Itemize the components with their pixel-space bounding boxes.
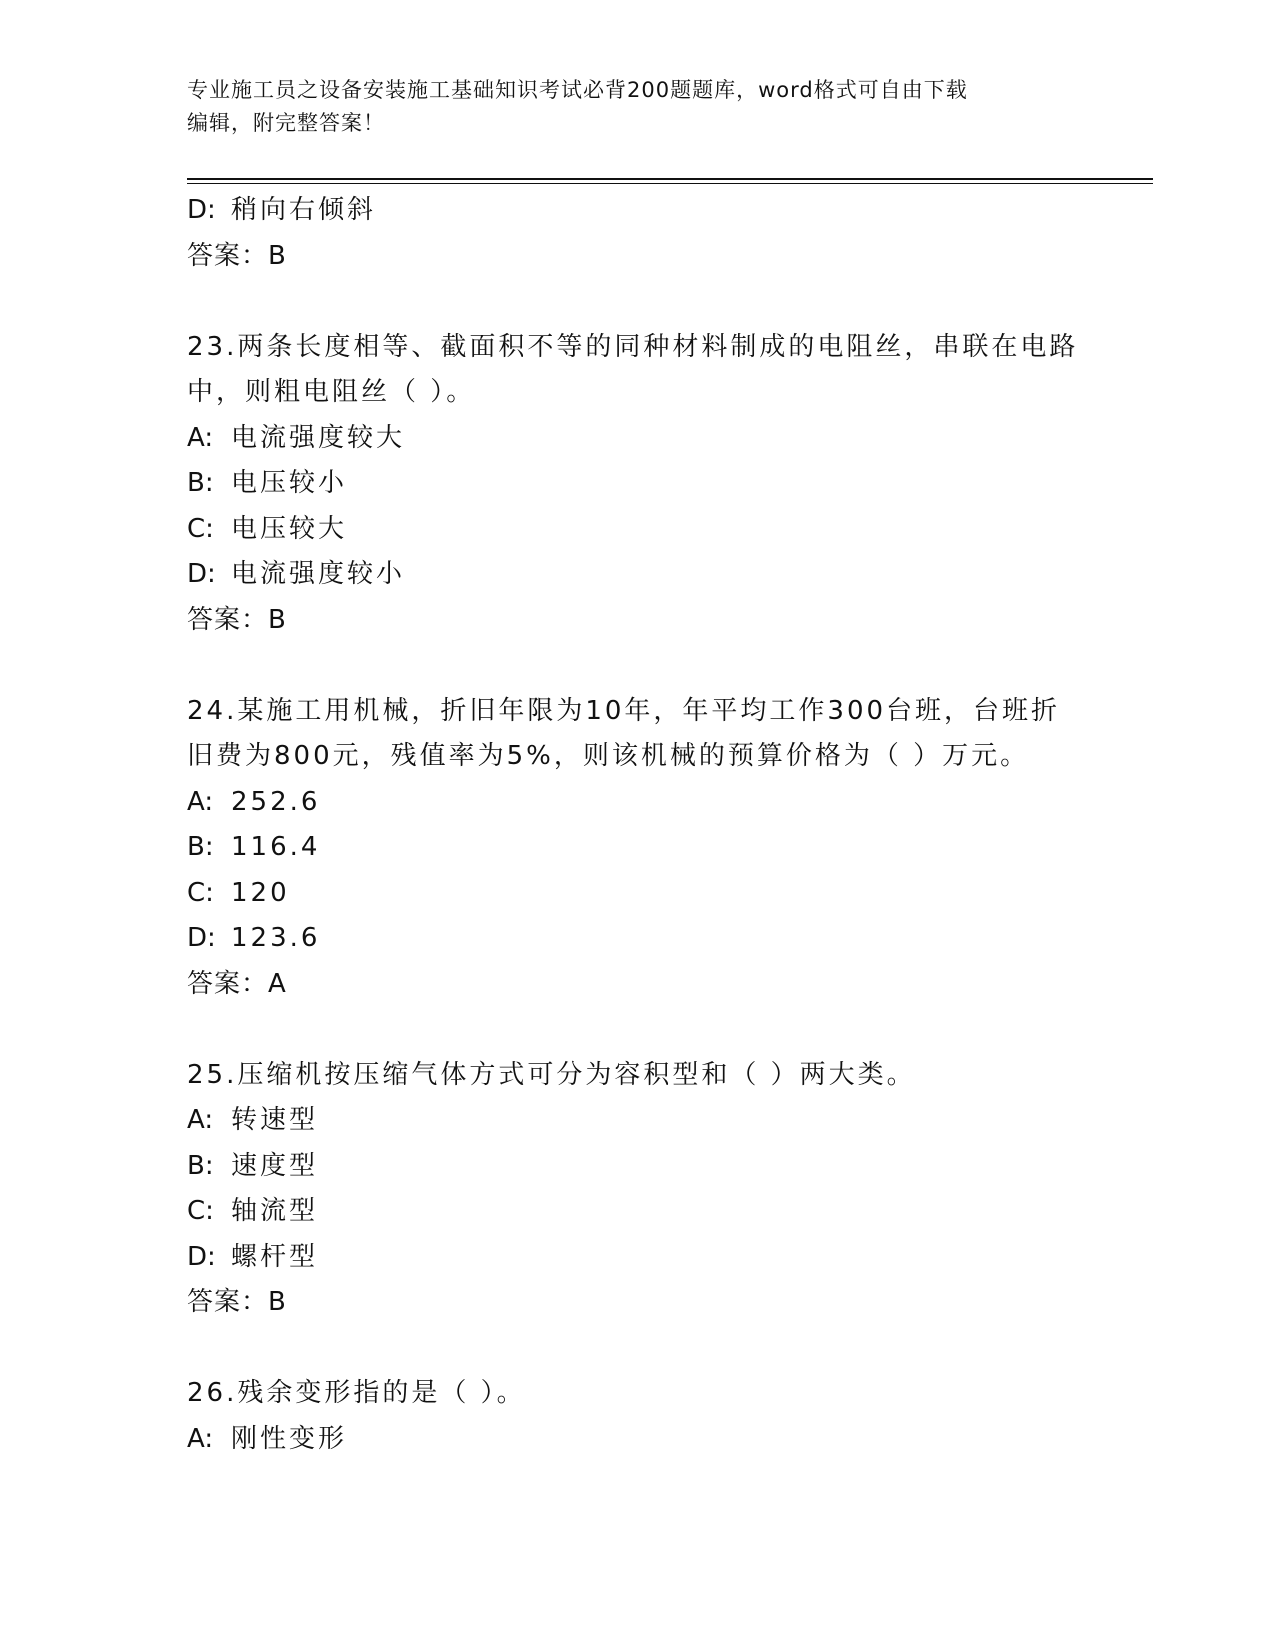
option-d <box>187 1235 1087 1281</box>
option-label: D: <box>187 559 216 589</box>
option-label: A: <box>187 1105 214 1135</box>
option-text: 刚性变形 <box>231 1423 348 1454</box>
option-label: A: <box>187 1423 214 1454</box>
option-d <box>187 188 1087 234</box>
option-d <box>187 916 1087 962</box>
option-text: 速度型 <box>231 1150 319 1181</box>
question-23 <box>187 325 1087 644</box>
question-25 <box>187 1053 1087 1326</box>
option-b <box>187 461 1087 507</box>
answer-line: 答案：B <box>187 1287 287 1317</box>
spacer <box>187 1007 1087 1053</box>
spacer <box>187 279 1087 325</box>
header-title-line-1: 专业施工员之设备安装施工基础知识考试必背200题题库，word格式可自由下载 <box>187 78 968 102</box>
option-text: 转速型 <box>231 1105 319 1135</box>
option-d <box>187 552 1087 598</box>
option-text: 电流强度较大 <box>231 422 406 453</box>
option-text: 252.6 <box>231 786 321 817</box>
option-text: 电压较大 <box>231 513 348 544</box>
question-stem: 26.残余变形指的是（ ）。 <box>187 1378 526 1408</box>
option-text: 123.6 <box>231 923 321 953</box>
option-b <box>187 1144 1087 1190</box>
spacer <box>187 1326 1087 1372</box>
option-a <box>187 416 1087 462</box>
option-label: D: <box>187 1241 216 1272</box>
option-label: B: <box>187 1150 214 1181</box>
option-label: D: <box>187 923 216 953</box>
option-b <box>187 825 1087 871</box>
question-stem: 中，则粗电阻丝（ ）。 <box>187 377 476 407</box>
answer-line: 答案：A <box>187 968 287 999</box>
option-text: 116.4 <box>231 832 321 862</box>
answer-line: 答案：B <box>187 240 287 271</box>
answer-line: 答案：B <box>187 604 287 635</box>
option-label: D: <box>187 195 216 225</box>
question-stem: 旧费为800元，残值率为5%，则该机械的预算价格为（ ）万元。 <box>187 741 1030 771</box>
option-c <box>187 1189 1087 1235</box>
option-label: C: <box>187 877 214 908</box>
option-label: A: <box>187 786 214 817</box>
option-text: 电流强度较小 <box>231 559 406 589</box>
document-header <box>187 74 1067 140</box>
option-a <box>187 1098 1087 1144</box>
option-c <box>187 871 1087 917</box>
question-stem: 25.压缩机按压缩气体方式可分为容积型和（ ）两大类。 <box>187 1059 916 1090</box>
option-text: 轴流型 <box>231 1196 319 1226</box>
option-text: 稍向右倾斜 <box>231 195 377 225</box>
option-text: 120 <box>231 877 290 908</box>
option-label: B: <box>187 832 214 862</box>
option-label: B: <box>187 468 214 498</box>
option-a <box>187 1417 1087 1463</box>
question-list <box>187 188 1087 1462</box>
question-26 <box>187 1371 1087 1462</box>
header-rule-thick <box>187 178 1153 180</box>
option-c <box>187 507 1087 553</box>
option-label: C: <box>187 1196 214 1226</box>
question-24 <box>187 689 1087 1008</box>
header-rule-thin <box>187 183 1153 184</box>
option-label: C: <box>187 513 214 544</box>
question-stem: 23.两条长度相等、截面积不等的同种材料制成的电阻丝，串联在电路 <box>187 331 1079 362</box>
option-text: 螺杆型 <box>231 1241 319 1272</box>
question-stem: 24.某施工用机械，折旧年限为10年，年平均工作300台班，台班折 <box>187 695 1061 726</box>
option-a <box>187 780 1087 826</box>
option-text: 电压较小 <box>231 468 348 498</box>
spacer <box>187 643 1087 689</box>
option-label: A: <box>187 422 214 453</box>
header-title-line-2: 编辑，附完整答案！ <box>187 111 385 135</box>
